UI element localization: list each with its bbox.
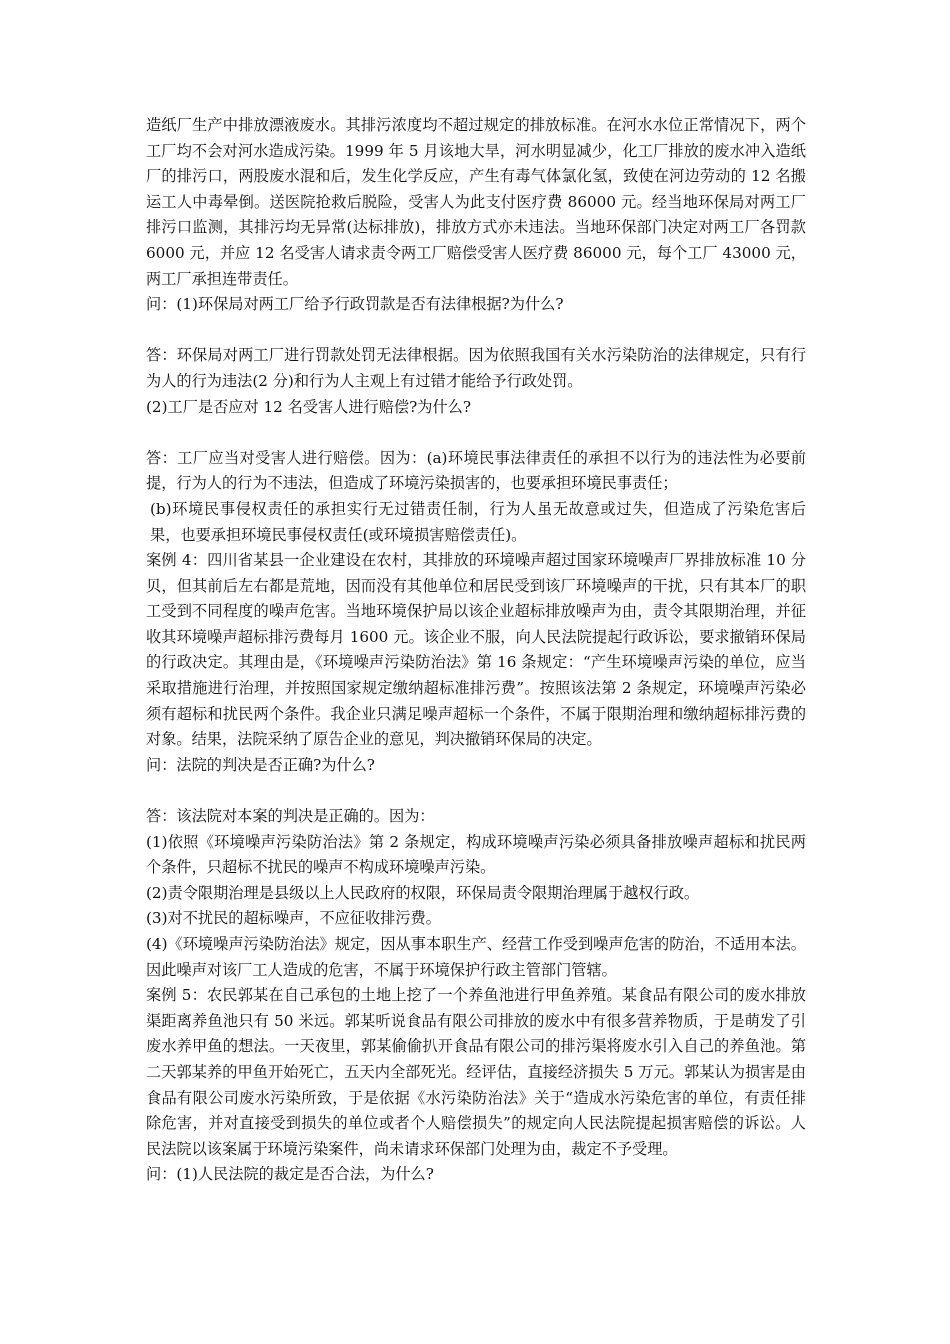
- case4-answer-point-1: (1)依照《环境噪声污染防治法》第 2 条规定，构成环境噪声污染必须具备排放噪声超标和扰民两个条件，只超标不扰民的噪声不构成环境噪声污染。: [146, 832, 806, 877]
- case5-question-1: 问：(1)人民法院的裁定是否合法，为什么?: [146, 1165, 434, 1184]
- blank-line: [146, 778, 806, 804]
- case3-question-1: 问：(1)环保局对两工厂给予行政罚款是否有法律根据?为什么?: [146, 295, 564, 314]
- blank-line: [146, 420, 806, 446]
- case4-facts-paragraph: 案例 4：四川省某县一企业建设在农村，其排放的环境噪声超过国家环境噪声厂界排放标准 10 分贝，但其前后左右都是荒地，因而没有其他单位和居民受到该厂环境噪声的干扰，只有其本厂的职工受到不同程度的噪声危害。当地环境保护局以该企业超标排放噪声为由，责令其限期治理，并征收其环境噪声超标排污费每月 1600 元。该企业不服，向人民法院提起行政诉讼，要求撤销环保局的行政决定。其理由是，《环境噪声污染防治法》第 16 条规定：“产生环境噪声污染的单位，应当采取措施进行治理，并按照国家规定缴纳超标准排污费”。按照该法第 2 条规定，环境噪声污染必须有超标和扰民两个条件。我企业只满足噪声超标一个条件，不属于限期治理和缴纳超标排污费的对象。结果，法院采纳了原告企业的意见，判决撤销环保局的决定。: [146, 551, 806, 749]
- case3-facts-paragraph: 造纸厂生产中排放漂液废水。其排污浓度均不超过规定的排放标准。在河水水位正常情况下，两个工厂均不会对河水造成污染。1999 年 5 月该地大旱，河水明显减少，化工厂排放的废水冲入造纸厂的排污口，两股废水混和后，发生化学反应，产生有毒气体氯化氢，致使在河边劳动的 12 名搬运工人中毒晕倒。送医院抢救后脱险，受害人为此支付医疗费 86000 元。经当地环保局对两工厂排污口监测，其排污均无异常(达标排放)，排放方式亦未违法。当地环保部门决定对两工厂各罚款 6000 元，并应 12 名受害人请求责令两工厂赔偿受害人医疗费 86000 元，每个工厂 43000 元，两工厂承担连带责任。: [146, 116, 806, 288]
- case3-answer-2a: 答：工厂应当对受害人进行赔偿。因为：(a)环境民事法律责任的承担不以行为的违法性为必要前提，行为人的行为不违法，但造成了环境污染损害的，也要承担环境民事责任；: [146, 448, 806, 493]
- blank-line: [146, 318, 806, 344]
- case3-answer-2b: (b)环境民事侵权责任的承担实行无过错责任制，行为人虽无故意或过失，但造成了污染危害后果，也要承担环境民事侵权责任(或环境损害赔偿责任)。: [150, 499, 806, 544]
- document-body: [146, 113, 806, 1188]
- case5-facts-paragraph: 案例 5：农民郭某在自己承包的土地上挖了一个养鱼池进行甲鱼养殖。某食品有限公司的废水排放渠距离养鱼池只有 50 米远。郭某听说食品有限公司排放的废水中有很多营养物质，于是萌发了引废水养甲鱼的想法。一天夜里，郭某偷偷扒开食品有限公司的排污渠将废水引入自己的养鱼池。第二天郭某养的甲鱼开始死亡，五天内全部死光。经评估，直接经济损失 5 万元。郭某认为损害是由食品有限公司废水污染所致，于是依据《水污染防治法》关于“造成水污染危害的单位，有责任排除危害，并对直接受到损失的单位或者个人赔偿损失”的规定向人民法院提起损害赔偿的诉讼。人民法院以该案属于环境污染案件，尚未请求环保部门处理为由，裁定不予受理。: [146, 986, 806, 1158]
- case3-question-2: (2)工厂是否应对 12 名受害人进行赔偿?为什么?: [146, 397, 471, 416]
- case4-answer-point-2: (2)责令限期治理是县级以上人民政府的权限，环保局责令限期治理属于越权行政。: [146, 883, 700, 902]
- case4-answer-intro: 答：该法院对本案的判决是正确的。因为：: [146, 807, 435, 826]
- case3-answer-1: 答：环保局对两工厂进行罚款处罚无法律根据。因为依照我国有关水污染防治的法律规定，只有行为人的行为违法(2 分)和行为人主观上有过错才能给予行政处罚。: [146, 346, 806, 390]
- case4-answer-point-3: (3)对不扰民的超标噪声，不应征收排污费。: [146, 909, 441, 928]
- case4-question: 问：法院的判决是否正确?为什么?: [146, 755, 375, 774]
- case4-answer-point-4: (4)《环境噪声污染防治法》规定，因从事本职生产、经营工作受到噪声危害的防治，不适用本法。因此噪声对该厂工人造成的危害，不属于环境保护行政主管部门管辖。: [146, 935, 806, 979]
